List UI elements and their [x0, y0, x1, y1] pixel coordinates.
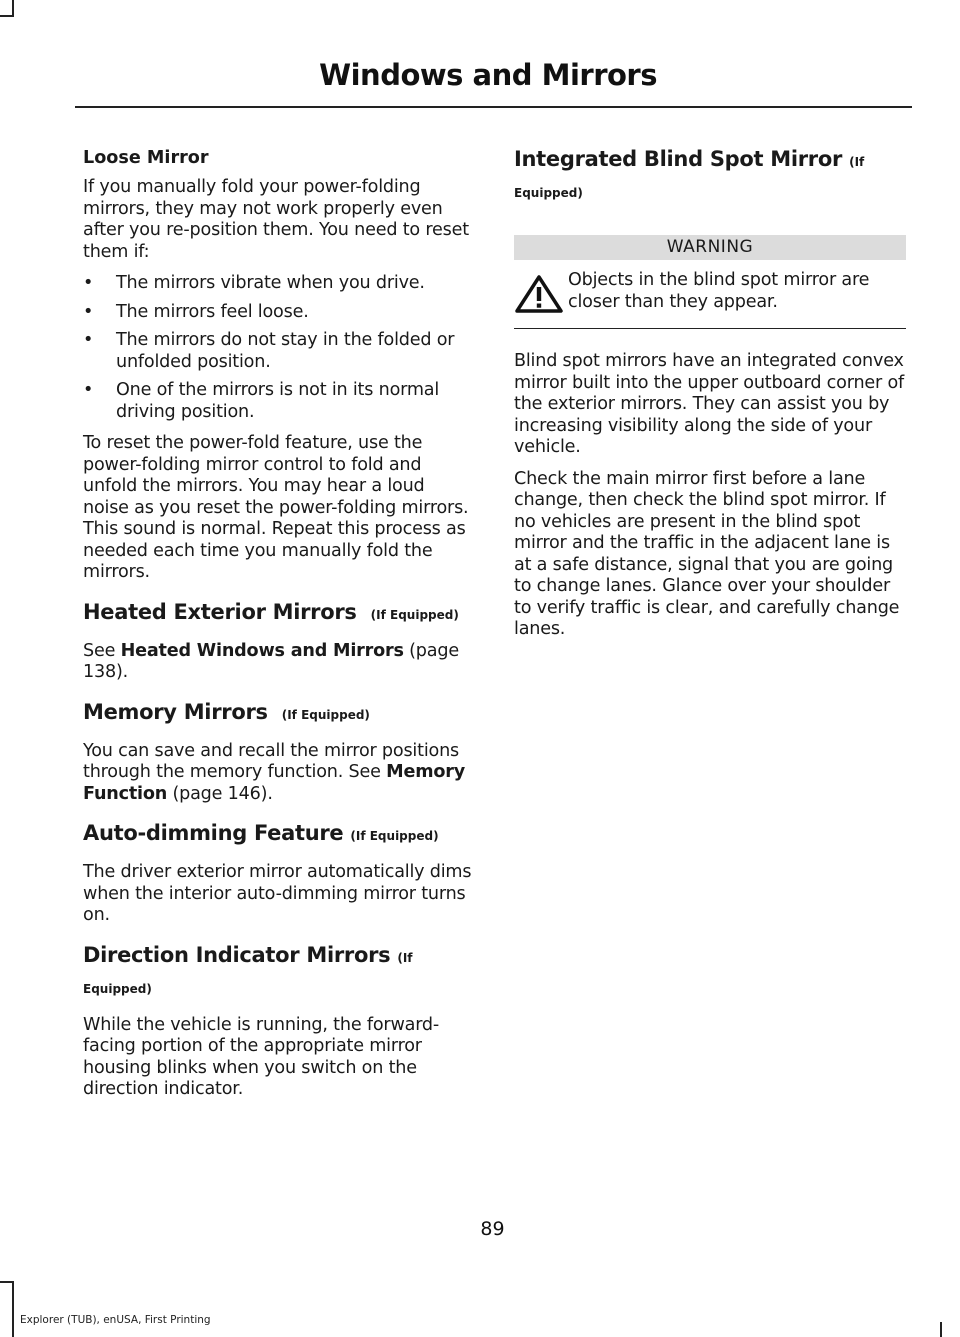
page-number: 89 — [480, 1218, 505, 1240]
memory-function-link[interactable]: Memory Function — [83, 762, 465, 804]
left-column — [83, 145, 475, 1111]
crop-mark — [0, 15, 14, 17]
blind-spot-paragraph-2: Check the main mirror first before a lane change, then check the blind spot mirror. If no vehicles are present in the blind spot mirror and the traffic in the adjacent lane is at a safe distance, signal that you are going to change lanes. Glance over your shoulder to verify traffic is clear, and carefully change lanes. — [514, 468, 900, 639]
bullet: • — [83, 330, 94, 350]
memory-mirrors-text: You can save and recall the mirror positions through the memory function. See Memory Function (page 146). — [83, 740, 465, 804]
footer-printing-info: Explorer (TUB), enUSA, First Printing — [20, 1314, 211, 1326]
if-equipped-label: (If Equipped) — [281, 707, 370, 722]
warning-box — [514, 270, 906, 318]
direction-indicator-heading: Direction Indicator Mirrors (If Equipped) — [83, 942, 413, 996]
blind-spot-heading: Integrated Blind Spot Mirror (If Equipped) — [514, 147, 865, 200]
memory-mirrors-heading: Memory Mirrors (If Equipped) — [83, 699, 370, 724]
crop-mark — [12, 0, 14, 16]
loose-mirror-intro: If you manually fold your power-folding mirrors, they may not work properly even after you re-position them. You need to reset them if: — [83, 177, 469, 262]
blind-spot-paragraph-1: Blind spot mirrors have an integrated convex mirror built into the upper outboard corner of the exterior mirrors. They can assist you by increasing visibility along the side of your vehicle. — [514, 351, 905, 457]
warning-divider — [514, 328, 906, 329]
page-title: Windows and Mirrors — [319, 58, 657, 92]
crop-mark — [940, 1322, 942, 1337]
auto-dimming-text: The driver exterior mirror automatically dims when the interior auto-dimming mirror turns on. — [83, 862, 472, 925]
right-column — [514, 145, 906, 651]
direction-indicator-text: While the vehicle is running, the forward-facing portion of the appropriate mirror housing blinks when you switch on the direction indicator. — [83, 1014, 440, 1099]
heated-mirrors-text: See Heated Windows and Mirrors (page 138). — [83, 640, 459, 682]
list-item: • One of the mirrors is not in its normal driving position. — [83, 380, 440, 422]
crop-mark — [0, 1281, 14, 1283]
warning-triangle-icon — [514, 274, 564, 314]
warning-banner: WARNING — [514, 235, 906, 260]
loose-mirror-list — [83, 273, 475, 423]
warning-text: Objects in the blind spot mirror are closer than they appear. — [568, 270, 870, 312]
list-item: • The mirrors feel loose. — [83, 301, 309, 322]
if-equipped-label: (If Equipped) — [350, 829, 439, 843]
reset-paragraph: To reset the power-fold feature, use the power-folding mirror control to fold and unfold the mirrors. You may hear a loud noise as you reset the power-folding mirrors. This sound is normal. Repeat this process as needed each time you manually fold the mirrors. — [83, 433, 469, 582]
crop-mark — [12, 1281, 14, 1337]
auto-dimming-heading: Auto-dimming Feature (If Equipped) — [83, 821, 439, 845]
if-equipped-label: (If Equipped) — [83, 950, 413, 996]
list-item: • The mirrors vibrate when you drive. — [83, 273, 425, 293]
header-divider — [75, 106, 912, 108]
heated-mirrors-heading: Heated Exterior Mirrors (If Equipped) — [83, 599, 459, 624]
bullet: • — [83, 380, 94, 400]
loose-mirror-heading: Loose Mirror — [83, 148, 209, 168]
bullet: • — [83, 273, 94, 293]
if-equipped-label: (If Equipped) — [370, 607, 459, 622]
bullet: • — [83, 301, 94, 322]
heated-windows-link[interactable]: Heated Windows and Mirrors — [120, 640, 404, 661]
list-item: • The mirrors do not stay in the folded or unfolded position. — [83, 330, 455, 372]
if-equipped-label: (If Equipped) — [514, 155, 865, 200]
